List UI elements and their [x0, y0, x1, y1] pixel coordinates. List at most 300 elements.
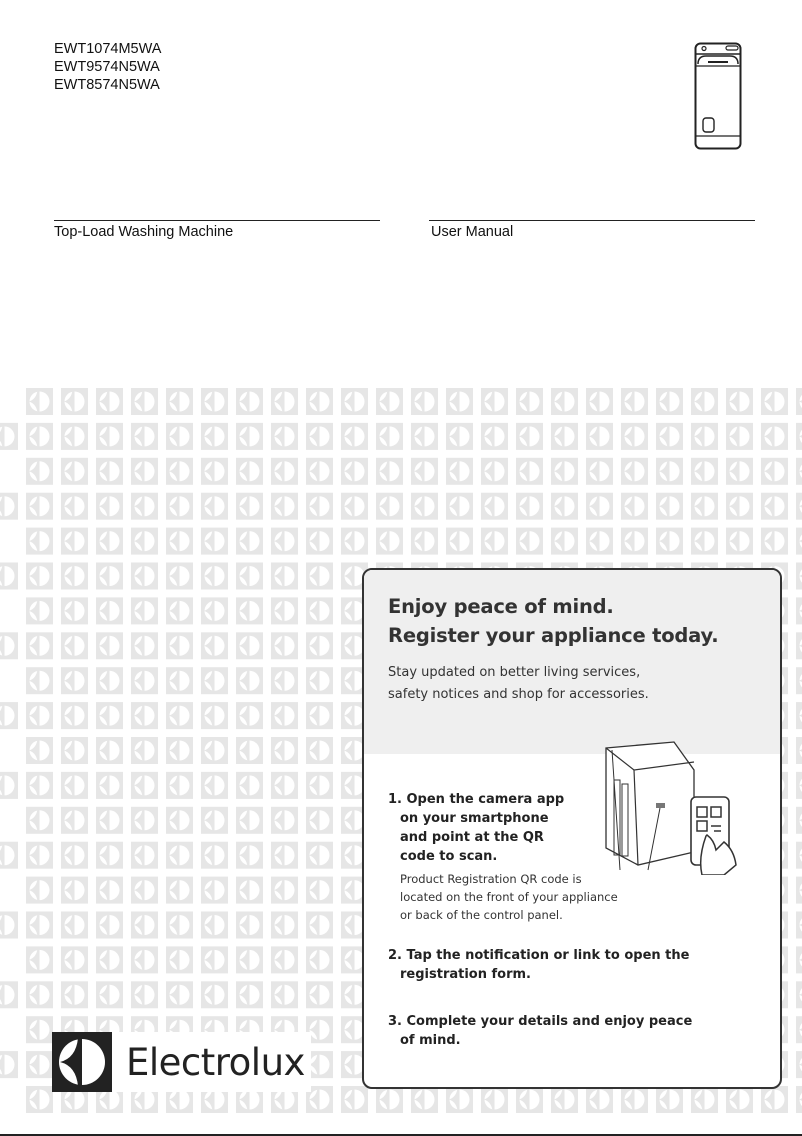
pattern-tile-icon	[516, 1086, 543, 1113]
pattern-tile-icon	[306, 946, 333, 973]
pattern-tile-icon	[796, 842, 802, 869]
pattern-tile-icon	[201, 912, 228, 939]
pattern-tile-icon	[166, 807, 193, 834]
pattern-tile-icon	[166, 563, 193, 590]
pattern-tile-icon	[271, 388, 298, 415]
pattern-tile-icon	[726, 423, 753, 450]
pattern-tile-icon	[26, 528, 53, 555]
pattern-tile-icon	[0, 702, 18, 729]
model-number: EWT9574N5WA	[54, 59, 160, 75]
pattern-tile-icon	[61, 528, 88, 555]
pattern-tile-icon	[0, 632, 18, 659]
pattern-tile-icon	[236, 528, 263, 555]
pattern-tile-icon	[306, 563, 333, 590]
pattern-tile-icon	[201, 807, 228, 834]
pattern-tile-icon	[796, 632, 802, 659]
pattern-tile-icon	[201, 842, 228, 869]
pattern-tile-icon	[271, 946, 298, 973]
pattern-tile-icon	[166, 946, 193, 973]
pattern-tile-icon	[96, 667, 123, 694]
pattern-tile-icon	[96, 458, 123, 485]
pattern-tile-icon	[236, 912, 263, 939]
pattern-tile-icon	[131, 807, 158, 834]
pattern-tile-icon	[236, 772, 263, 799]
pattern-tile-icon	[236, 423, 263, 450]
pattern-tile-icon	[551, 1086, 578, 1113]
pattern-tile-icon	[0, 493, 18, 520]
pattern-tile-icon	[201, 702, 228, 729]
pattern-tile-icon	[236, 981, 263, 1008]
pattern-tile-icon	[306, 632, 333, 659]
pattern-tile-icon	[796, 912, 802, 939]
pattern-tile-icon	[411, 458, 438, 485]
pattern-tile-icon	[131, 632, 158, 659]
pattern-tile-icon	[306, 493, 333, 520]
pattern-tile-icon	[166, 632, 193, 659]
electrolux-logo	[52, 1032, 311, 1092]
pattern-tile-icon	[761, 493, 788, 520]
pattern-tile-icon	[446, 423, 473, 450]
pattern-tile-icon	[271, 981, 298, 1008]
pattern-tile-icon	[271, 807, 298, 834]
pattern-tile-icon	[96, 702, 123, 729]
pattern-tile-icon	[236, 458, 263, 485]
pattern-tile-icon	[61, 842, 88, 869]
divider	[429, 220, 755, 221]
pattern-tile-icon	[341, 528, 368, 555]
pattern-tile-icon	[26, 597, 53, 624]
pattern-tile-icon	[61, 388, 88, 415]
pattern-tile-icon	[691, 458, 718, 485]
pattern-tile-icon	[166, 877, 193, 904]
pattern-tile-icon	[131, 737, 158, 764]
pattern-tile-icon	[236, 493, 263, 520]
pattern-tile-icon	[481, 528, 508, 555]
pattern-tile-icon	[26, 842, 53, 869]
pattern-tile-icon	[96, 842, 123, 869]
pattern-tile-icon	[796, 458, 802, 485]
pattern-tile-icon	[26, 702, 53, 729]
pattern-tile-icon	[26, 493, 53, 520]
pattern-tile-icon	[761, 423, 788, 450]
pattern-tile-icon	[621, 388, 648, 415]
pattern-tile-icon	[131, 946, 158, 973]
pattern-tile-icon	[586, 423, 613, 450]
pattern-tile-icon	[61, 667, 88, 694]
pattern-tile-icon	[726, 493, 753, 520]
pattern-tile-icon	[131, 667, 158, 694]
pattern-tile-icon	[481, 458, 508, 485]
pattern-tile-icon	[516, 388, 543, 415]
pattern-tile-icon	[796, 597, 802, 624]
pattern-tile-icon	[481, 423, 508, 450]
pattern-tile-icon	[306, 423, 333, 450]
pattern-tile-icon	[796, 493, 802, 520]
electrolux-logo-icon	[52, 1032, 112, 1092]
pattern-tile-icon	[586, 493, 613, 520]
pattern-tile-icon	[236, 632, 263, 659]
pattern-tile-icon	[271, 597, 298, 624]
pattern-tile-icon	[26, 667, 53, 694]
document-type: User Manual	[431, 224, 514, 240]
pattern-tile-icon	[761, 528, 788, 555]
pattern-tile-icon	[201, 563, 228, 590]
pattern-tile-icon	[96, 737, 123, 764]
pattern-tile-icon	[26, 1051, 53, 1078]
pattern-tile-icon	[0, 423, 18, 450]
pattern-tile-icon	[411, 423, 438, 450]
pattern-tile-icon	[726, 458, 753, 485]
pattern-tile-icon	[96, 632, 123, 659]
pattern-tile-icon	[796, 1051, 802, 1078]
pattern-tile-icon	[446, 1086, 473, 1113]
pattern-tile-icon	[61, 877, 88, 904]
pattern-tile-icon	[341, 1086, 368, 1113]
pattern-tile-icon	[131, 388, 158, 415]
pattern-tile-icon	[61, 772, 88, 799]
pattern-tile-icon	[26, 946, 53, 973]
pattern-tile-icon	[166, 597, 193, 624]
pattern-tile-icon	[131, 597, 158, 624]
pattern-tile-icon	[376, 388, 403, 415]
pattern-tile-icon	[201, 946, 228, 973]
lead-line: Stay updated on better living services,	[388, 665, 641, 680]
pattern-tile-icon	[306, 737, 333, 764]
pattern-tile-icon	[586, 388, 613, 415]
pattern-tile-icon	[271, 528, 298, 555]
pattern-tile-icon	[516, 458, 543, 485]
pattern-tile-icon	[61, 493, 88, 520]
pattern-tile-icon	[796, 388, 802, 415]
pattern-tile-icon	[166, 388, 193, 415]
pattern-tile-icon	[796, 981, 802, 1008]
step-line: of mind.	[400, 1033, 461, 1048]
pattern-tile-icon	[306, 458, 333, 485]
pattern-tile-icon	[306, 981, 333, 1008]
pattern-tile-icon	[306, 842, 333, 869]
pattern-tile-icon	[341, 493, 368, 520]
step-line: 3. Complete your details and enjoy peace	[388, 1014, 693, 1029]
model-list	[54, 40, 161, 94]
pattern-tile-icon	[131, 423, 158, 450]
pattern-tile-icon	[271, 667, 298, 694]
pattern-tile-icon	[656, 458, 683, 485]
pattern-tile-icon	[96, 981, 123, 1008]
pattern-tile-icon	[551, 528, 578, 555]
pattern-tile-icon	[236, 842, 263, 869]
pattern-tile-icon	[26, 981, 53, 1008]
pattern-tile-icon	[271, 772, 298, 799]
pattern-tile-icon	[691, 1086, 718, 1113]
pattern-tile-icon	[61, 912, 88, 939]
pattern-tile-icon	[341, 458, 368, 485]
pattern-tile-icon	[271, 563, 298, 590]
pattern-tile-icon	[201, 772, 228, 799]
pattern-tile-icon	[761, 458, 788, 485]
pattern-tile-icon	[201, 981, 228, 1008]
pattern-tile-icon	[201, 423, 228, 450]
pattern-tile-icon	[551, 388, 578, 415]
pattern-tile-icon	[166, 493, 193, 520]
pattern-tile-icon	[236, 807, 263, 834]
pattern-tile-icon	[201, 528, 228, 555]
pattern-tile-icon	[61, 737, 88, 764]
pattern-tile-icon	[271, 842, 298, 869]
divider	[54, 220, 380, 221]
pattern-tile-icon	[131, 563, 158, 590]
pattern-tile-icon	[26, 1016, 53, 1043]
pattern-tile-icon	[446, 458, 473, 485]
pattern-tile-icon	[61, 597, 88, 624]
pattern-tile-icon	[96, 946, 123, 973]
pattern-tile-icon	[26, 388, 53, 415]
pattern-tile-icon	[271, 493, 298, 520]
pattern-tile-icon	[26, 458, 53, 485]
pattern-tile-icon	[26, 423, 53, 450]
pattern-tile-icon	[306, 667, 333, 694]
pattern-tile-icon	[236, 702, 263, 729]
step-line: 1. Open the camera app	[388, 792, 565, 807]
pattern-tile-icon	[236, 737, 263, 764]
pattern-tile-icon	[201, 493, 228, 520]
pattern-tile-icon	[621, 493, 648, 520]
pattern-tile-icon	[96, 388, 123, 415]
pattern-tile-icon	[691, 528, 718, 555]
pattern-tile-icon	[96, 772, 123, 799]
pattern-tile-icon	[201, 388, 228, 415]
pattern-tile-icon	[236, 388, 263, 415]
step-2	[388, 946, 689, 984]
pattern-tile-icon	[166, 458, 193, 485]
pattern-tile-icon	[236, 563, 263, 590]
pattern-tile-icon	[271, 877, 298, 904]
pattern-tile-icon	[306, 702, 333, 729]
pattern-tile-icon	[61, 458, 88, 485]
note-line: Product Registration QR code is	[400, 872, 582, 886]
pattern-tile-icon	[796, 807, 802, 834]
pattern-tile-icon	[61, 702, 88, 729]
pattern-tile-icon	[516, 423, 543, 450]
pattern-tile-icon	[26, 563, 53, 590]
pattern-tile-icon	[656, 528, 683, 555]
pattern-tile-icon	[586, 458, 613, 485]
pattern-tile-icon	[201, 877, 228, 904]
pattern-tile-icon	[796, 528, 802, 555]
pattern-tile-icon	[691, 493, 718, 520]
pattern-tile-icon	[551, 423, 578, 450]
pattern-tile-icon	[201, 667, 228, 694]
pattern-tile-icon	[411, 1086, 438, 1113]
pattern-tile-icon	[166, 772, 193, 799]
pattern-tile-icon	[61, 632, 88, 659]
pattern-tile-icon	[96, 597, 123, 624]
pattern-tile-icon	[796, 877, 802, 904]
pattern-tile-icon	[166, 842, 193, 869]
pattern-tile-icon	[96, 423, 123, 450]
pattern-tile-icon	[271, 737, 298, 764]
pattern-tile-icon	[551, 458, 578, 485]
pattern-tile-icon	[271, 912, 298, 939]
pattern-tile-icon	[376, 423, 403, 450]
pattern-tile-icon	[621, 528, 648, 555]
pattern-tile-icon	[691, 388, 718, 415]
pattern-tile-icon	[376, 528, 403, 555]
pattern-tile-icon	[306, 597, 333, 624]
pattern-tile-icon	[61, 946, 88, 973]
pattern-tile-icon	[411, 528, 438, 555]
pattern-tile-icon	[306, 388, 333, 415]
pattern-tile-icon	[796, 737, 802, 764]
brand-name: Electrolux	[126, 1040, 305, 1084]
pattern-tile-icon	[131, 842, 158, 869]
qr-location-note	[400, 870, 618, 924]
pattern-tile-icon	[271, 458, 298, 485]
pattern-tile-icon	[271, 702, 298, 729]
pattern-tile-icon	[761, 388, 788, 415]
pattern-tile-icon	[26, 632, 53, 659]
pattern-tile-icon	[236, 877, 263, 904]
pattern-tile-icon	[166, 737, 193, 764]
pattern-tile-icon	[236, 667, 263, 694]
pattern-tile-icon	[96, 563, 123, 590]
pattern-tile-icon	[0, 912, 18, 939]
washer-qr-scan-illustration	[594, 740, 744, 875]
note-line: or back of the control panel.	[400, 908, 563, 922]
pattern-tile-icon	[96, 493, 123, 520]
pattern-tile-icon	[516, 528, 543, 555]
pattern-tile-icon	[96, 877, 123, 904]
pattern-tile-icon	[61, 563, 88, 590]
pattern-tile-icon	[0, 772, 18, 799]
pattern-tile-icon	[131, 493, 158, 520]
pattern-tile-icon	[61, 423, 88, 450]
pattern-tile-icon	[481, 1086, 508, 1113]
pattern-tile-icon	[201, 737, 228, 764]
step-line: on your smartphone	[400, 811, 549, 826]
pattern-tile-icon	[481, 493, 508, 520]
pattern-tile-icon	[26, 772, 53, 799]
pattern-tile-icon	[586, 528, 613, 555]
pattern-tile-icon	[96, 912, 123, 939]
pattern-tile-icon	[411, 388, 438, 415]
pattern-tile-icon	[0, 1051, 18, 1078]
pattern-tile-icon	[376, 458, 403, 485]
pattern-tile-icon	[341, 423, 368, 450]
pattern-tile-icon	[796, 563, 802, 590]
pattern-tile-icon	[26, 1086, 53, 1113]
pattern-tile-icon	[236, 597, 263, 624]
pattern-tile-icon	[201, 632, 228, 659]
pattern-tile-icon	[796, 1086, 802, 1113]
note-line: located on the front of your appliance	[400, 890, 618, 904]
headline: Register your appliance today.	[388, 624, 719, 647]
pattern-tile-icon	[0, 563, 18, 590]
pattern-tile-icon	[306, 772, 333, 799]
pattern-tile-icon	[726, 1086, 753, 1113]
pattern-tile-icon	[656, 493, 683, 520]
pattern-tile-icon	[656, 423, 683, 450]
pattern-tile-icon	[131, 981, 158, 1008]
pattern-tile-icon	[166, 912, 193, 939]
pattern-tile-icon	[131, 702, 158, 729]
pattern-tile-icon	[621, 458, 648, 485]
pattern-tile-icon	[306, 877, 333, 904]
pattern-tile-icon	[796, 702, 802, 729]
pattern-tile-icon	[621, 423, 648, 450]
pattern-tile-icon	[481, 388, 508, 415]
pattern-tile-icon	[341, 388, 368, 415]
pattern-tile-icon	[446, 388, 473, 415]
pattern-tile-icon	[131, 772, 158, 799]
pattern-tile-icon	[306, 807, 333, 834]
step-line: and point at the QR	[400, 830, 544, 845]
pattern-tile-icon	[0, 981, 18, 1008]
pattern-tile-icon	[411, 493, 438, 520]
pattern-tile-icon	[516, 493, 543, 520]
pattern-tile-icon	[306, 912, 333, 939]
pattern-tile-icon	[131, 528, 158, 555]
model-number: EWT8574N5WA	[54, 77, 160, 93]
pattern-tile-icon	[236, 946, 263, 973]
pattern-tile-icon	[796, 667, 802, 694]
pattern-tile-icon	[96, 528, 123, 555]
pattern-tile-icon	[691, 423, 718, 450]
pattern-tile-icon	[166, 981, 193, 1008]
pattern-tile-icon	[271, 632, 298, 659]
lead-text	[388, 662, 780, 706]
pattern-tile-icon	[376, 1086, 403, 1113]
pattern-tile-icon	[796, 772, 802, 799]
pattern-tile-icon	[376, 493, 403, 520]
pattern-tile-icon	[271, 423, 298, 450]
washing-machine-icon	[694, 42, 742, 150]
pattern-tile-icon	[166, 702, 193, 729]
pattern-tile-icon	[796, 1016, 802, 1043]
pattern-tile-icon	[26, 912, 53, 939]
step-line: 2. Tap the notification or link to open the	[388, 948, 690, 963]
product-type: Top-Load Washing Machine	[54, 224, 234, 240]
pattern-tile-icon	[131, 458, 158, 485]
pattern-tile-icon	[656, 388, 683, 415]
pattern-tile-icon	[796, 423, 802, 450]
pattern-tile-icon	[796, 946, 802, 973]
pattern-tile-icon	[61, 807, 88, 834]
pattern-tile-icon	[586, 1086, 613, 1113]
pattern-tile-icon	[131, 912, 158, 939]
step-line: code to scan.	[400, 849, 498, 864]
lead-line: safety notices and shop for accessories.	[388, 687, 649, 702]
pattern-tile-icon	[26, 877, 53, 904]
pattern-tile-icon	[26, 807, 53, 834]
pattern-tile-icon	[446, 493, 473, 520]
headline: Enjoy peace of mind.	[388, 595, 614, 618]
pattern-tile-icon	[621, 1086, 648, 1113]
pattern-tile-icon	[761, 1086, 788, 1113]
pattern-tile-icon	[96, 807, 123, 834]
pattern-tile-icon	[551, 493, 578, 520]
step-3	[388, 1012, 692, 1050]
pattern-tile-icon	[656, 1086, 683, 1113]
pattern-tile-icon	[446, 528, 473, 555]
pattern-tile-icon	[0, 842, 18, 869]
pattern-tile-icon	[61, 981, 88, 1008]
pattern-tile-icon	[131, 877, 158, 904]
pattern-tile-icon	[306, 528, 333, 555]
pattern-tile-icon	[26, 737, 53, 764]
registration-card	[362, 568, 782, 1089]
pattern-tile-icon	[166, 528, 193, 555]
model-number: EWT1074M5WA	[54, 41, 162, 57]
